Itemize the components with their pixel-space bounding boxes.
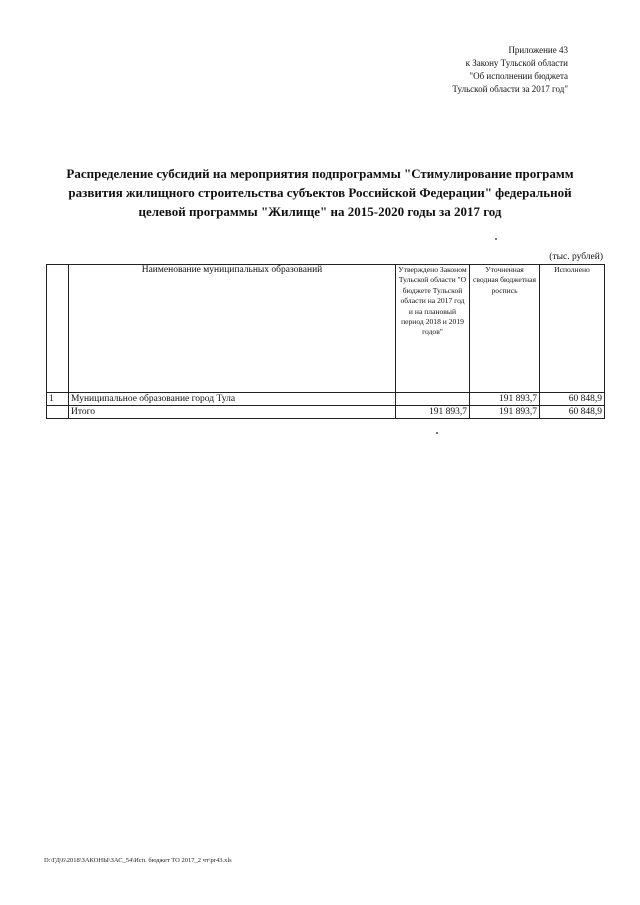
row-approved — [396, 393, 470, 406]
row-num: 1 — [47, 393, 69, 406]
header-num — [47, 265, 69, 393]
units-label: (тыс. рублей) — [549, 252, 603, 262]
total-row — [47, 406, 605, 419]
appendix-line-1: Приложение 43 — [508, 45, 568, 55]
appendix-line-3: "Об исполнении бюджета — [469, 71, 568, 81]
table-row — [47, 393, 605, 406]
scan-speck — [495, 238, 497, 240]
total-num — [47, 406, 69, 419]
appendix-block — [368, 44, 568, 96]
total-executed: 60 848,9 — [540, 406, 605, 419]
row-name: Муниципальное образование город Тула — [69, 393, 396, 406]
subsidy-table — [46, 264, 605, 419]
table-header-row — [47, 265, 605, 393]
appendix-line-4: Тульской области за 2017 год" — [452, 84, 568, 94]
header-refined: Уточненная сводная бюджетная роспись — [470, 265, 540, 393]
document-title — [40, 164, 600, 221]
appendix-line-2: к Закону Тульской области — [465, 58, 568, 68]
file-path-footer: D:\ГД\6\2018\ЗАКОНЫ\ЗАС_54\Исп. бюджет ТО 2017_2 чт\pr43.xls — [44, 857, 232, 864]
header-name: Наименование муниципальных образований — [69, 265, 396, 393]
row-refined: 191 893,7 — [470, 393, 540, 406]
header-approved: Утверждено Законом Тульской области "О бюджете Тульской области на 2017 год и на плановый период 2018 и 2019 годов" — [396, 265, 470, 393]
row-executed: 60 848,9 — [540, 393, 605, 406]
total-label: Итого — [69, 406, 396, 419]
title-line-3: целевой программы "Жилище" на 2015-2020 годы за 2017 год — [138, 204, 502, 219]
header-executed: Исполнено — [540, 265, 605, 393]
total-refined: 191 893,7 — [470, 406, 540, 419]
scan-speck — [436, 432, 438, 434]
total-approved: 191 893,7 — [396, 406, 470, 419]
title-line-2: развития жилищного строительства субъектов Российской Федерации" федеральной — [68, 185, 572, 200]
title-line-1: Распределение субсидий на мероприятия подпрограммы "Стимулирование программ — [66, 166, 574, 181]
